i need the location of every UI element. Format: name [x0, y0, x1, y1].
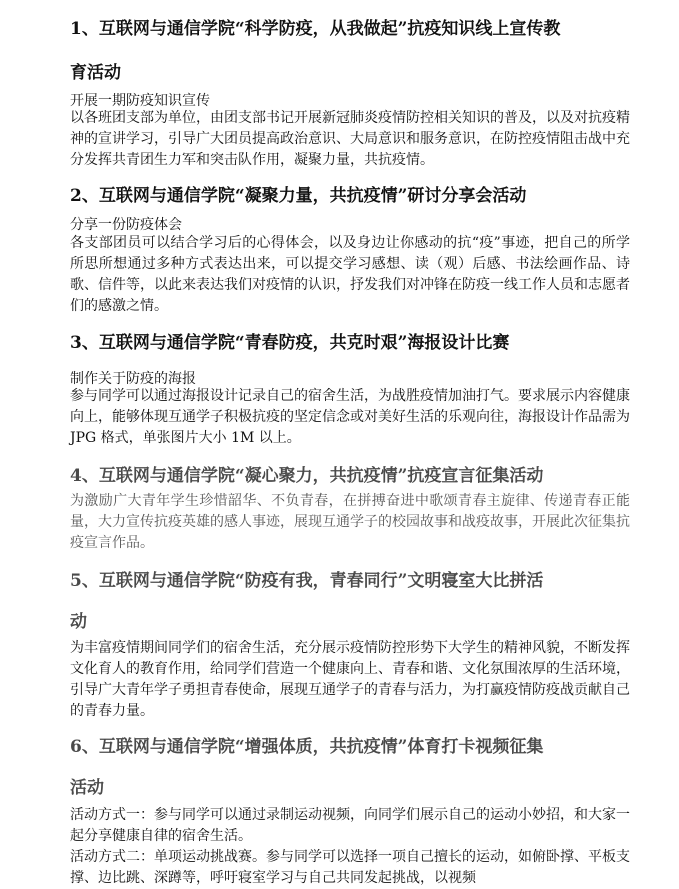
section-4-body: 为激励广大青年学生珍惜韶华、不负青春，在拼搏奋进中歌颂青春主旋律、传递青春正能量，大力宣传抗疫英雄的感人事迹，展现互通学子的校园故事和战疫故事，开展此次征集抗疫宣言作品。 — [70, 493, 630, 551]
section-2-body: 各支部团员可以结合学习后的心得体会，以及身边让你感动的抗“疫”事迹，把自己的所学所思所想通过多种方式表达出来，可以提交学习感想、读（观）后感、书法绘画作品、诗歌、信件等，以此来表达我们对疫情的认识，抒发我们对冲锋在防疫一线工作人员和志愿者们的感激之情。 — [70, 235, 630, 314]
section-5-heading-cont: 动 — [70, 612, 87, 632]
section-4-heading: 4、互联网与通信学院“凝心聚力，共抗疫情”抗疫宣言征集活动 — [70, 466, 544, 486]
section-6-body: 活动方式一：参与同学可以通过录制运动视频，向同学们展示自己的运动小妙招，和大家一起分享健康自律的宿舍生活。 — [70, 807, 630, 844]
section-6-heading-cont: 活动 — [70, 778, 104, 798]
section-6-body-2: 活动方式二：单项运动挑战赛。参与同学可以选择一项自己擅长的运动，如俯卧撑、平板支撑、边比跳、深蹲等，呼吁寝室学习与自己共同发起挑战，以视频 — [70, 849, 630, 886]
section-1-heading-cont: 育活动 — [70, 63, 121, 83]
section-3-heading: 3、互联网与通信学院“青春防疫，共克时艰”海报设计比赛 — [70, 333, 510, 353]
section-3-body: 参与同学可以通过海报设计记录自己的宿舍生活，为战胜疫情加油打气。要求展示内容健康向上，能够体现互通学子积极抗疫的坚定信念或对美好生活的乐观向往，海报设计作品需为 JPG 格式，单张图片大小 1M 以上。 — [70, 388, 630, 446]
section-5-heading: 5、互联网与通信学院“防疫有我，青春同行”文明寝室大比拼活 — [70, 571, 544, 591]
section-1-subtitle: 开展一期防疫知识宣传 — [70, 93, 210, 109]
section-1-heading: 1、互联网与通信学院“科学防疫，从我做起”抗疫知识线上宣传教 — [70, 19, 561, 39]
section-5-body: 为丰富疫情期间同学们的宿舍生活，充分展示疫情防控形势下大学生的精神风貌，不断发挥文化育人的教育作用，给同学们营造一个健康向上、青春和谐、文化氛围浓厚的生活环境，引导广大青年学子勇担青春使命，展现互通学子的青春与活力，为打赢疫情防疫战贡献自己的青春力量。 — [70, 640, 630, 719]
section-1-body: 以各班团支部为单位，由团支部书记开展新冠肺炎疫情防控相关知识的普及，以及对抗疫精神的宣讲学习，引导广大团员提高政治意识、大局意识和服务意识，在防控疫情阻击战中充分发挥共青团生力军和突击队作用，凝聚力量，共抗疫情。 — [70, 110, 630, 168]
section-6-heading: 6、互联网与通信学院“增强体质，共抗疫情”体育打卡视频征集 — [70, 737, 544, 757]
section-3-subtitle: 制作关于防疫的海报 — [70, 371, 196, 387]
section-2-heading: 2、互联网与通信学院“凝聚力量，共抗疫情”研讨分享会活动 — [70, 186, 527, 206]
section-2-subtitle: 分享一份防疫体会 — [70, 217, 182, 233]
